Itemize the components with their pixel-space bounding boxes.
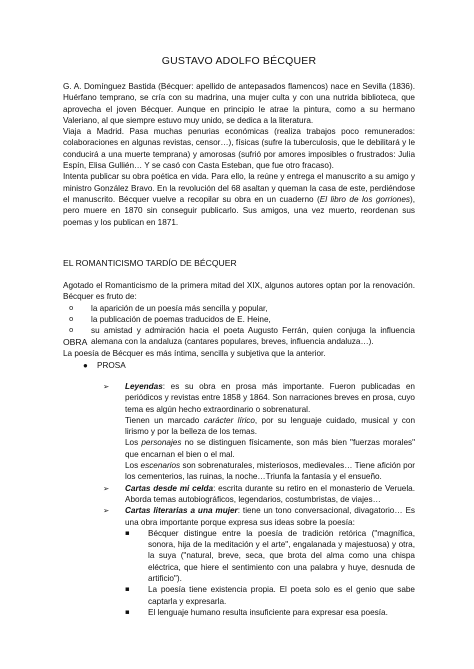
arrow-bullet-icon: ➢ bbox=[103, 382, 110, 391]
celda-text: : escrita durante su retiro en el monasterio de Veruela. Aborda temas autobiográficos, legendarios, costumbristas, de viajes… bbox=[125, 483, 415, 504]
square-bullet-icon: ▪ bbox=[125, 585, 130, 594]
leyendas-lirico bbox=[63, 415, 415, 438]
arrow-bullet-icon: ➢ bbox=[103, 506, 110, 516]
mujer-text: : tiene un tono conversacional, divagatorio… Es una obra importante porque expresa sus ideas sobre la poesía: bbox=[125, 506, 415, 527]
list-item-text: la publicación de poemas traducidos de E. Heine, bbox=[91, 314, 271, 324]
leyendas-escenarios bbox=[63, 460, 415, 483]
list-item bbox=[63, 607, 415, 618]
text-italic: carácter lírico bbox=[203, 415, 255, 425]
section-heading-romanticismo: EL ROMANTICISMO TARDÍO DE BÉCQUER bbox=[63, 258, 237, 268]
square-bullet-icon: ▪ bbox=[125, 607, 130, 616]
text: Los bbox=[125, 438, 142, 448]
list-item-text: La poesía tiene existencia propia. El poeta solo es el genio que sabe captarla y expresarla. bbox=[148, 585, 415, 606]
text: , por su lenguaje cuidado, musical y con lirismo y por la belleza de los temas. bbox=[125, 415, 415, 437]
bullet-icon: ● bbox=[83, 361, 88, 370]
romanticismo-outro: La poesía de Bécquer es más íntima, sencilla y subjetiva que la anterior. bbox=[63, 348, 326, 358]
mujer-item bbox=[63, 505, 415, 528]
square-bullet-icon: ▪ bbox=[125, 528, 130, 537]
text: Tienen un marcado bbox=[125, 415, 204, 425]
leyendas-label: Leyendas bbox=[125, 382, 163, 391]
circle-bullet-icon: o bbox=[69, 303, 74, 312]
arrow-bullet-icon: ➢ bbox=[103, 483, 110, 493]
circle-bullet-icon: o bbox=[69, 326, 74, 335]
prosa-heading bbox=[63, 360, 415, 371]
celda-label: Cartas desde mi celda bbox=[125, 483, 214, 493]
bio-p3-end: ), pero muere en 1870 sin conseguir publicarlo. Sus amigos, una vez muerto, reordenan sus poemas y los publican en 1871. bbox=[63, 194, 415, 227]
circle-bullet-icon: o bbox=[69, 314, 74, 323]
bio-paragraph-1: G. A. Domínguez Bastida (Bécquer: apellido de antepasados flamencos) nace en Sevilla (1836). Huérfano temprano, se cría con su madrina, una mujer culta y con una nutrida biblioteca, que aprovecha el joven Bécquer. Aunque en principio le atrae la pintura, como a su hermano Valeriano, al que siempre estuvo muy unido, se dedica a la literatura. bbox=[63, 82, 415, 125]
list-item-text: Bécquer distingue entre la poesía de tradición retórica ("magnífica, sonora, hija de la meditación y el arte", engalanada y majestuosa) y otra, la suya ("natural, breve, seca, que brota del alma como una chispa eléctrica, que hiere el sentimiento con una palabra y huye, desnuda de artificio"). bbox=[148, 528, 415, 584]
bio-paragraph-2: Viaja a Madrid. Pasa muchas penurias económicas (realiza trabajos poco remunerados: colaboraciones en algunas revistas, censor…), físicas (sufre la tuberculosis, que le debilitará y le conducirá a una muerte temprana) y amorosas (sufrió por amores imposibles o frustrados: Julia Espín, Elisa Gullién… Y se casó con Casta Esteban, que fue otro fracaso). bbox=[63, 127, 415, 171]
romanticismo-intro: Agotado el Romanticismo de la primera mitad del XIX, algunos autores optan por la renovación. Bécquer es fruto de: bbox=[63, 281, 415, 302]
bio-p3-book-title: El libro de los gorriones bbox=[319, 194, 410, 204]
list-item-text: su amistad y admiración hacia el poeta Augusto Ferrán, quien conjuga la influencia alemana con la andaluza (cantares populares, breves, influencia andaluza…). bbox=[91, 326, 415, 347]
bio-p3-text: Intenta publicar su obra poética en vida. Para ello, la reúne y entrega el manuscrito a su amigo y ministro González Bravo. En la revolución del 68 asaltan y queman la casa de este, perdiéndose el manuscrito. Bécquer vuelve a recopilar su obra en un cuaderno ( bbox=[63, 172, 415, 204]
list-item-text: la aparición de un poesía más sencilla y popular, bbox=[91, 303, 268, 313]
list-item bbox=[63, 584, 415, 607]
list-item bbox=[63, 528, 415, 584]
mujer-label: Cartas literarias a una mujer bbox=[125, 506, 238, 516]
section-heading-obra: OBRA bbox=[63, 337, 88, 347]
bio-paragraph-3 bbox=[63, 171, 415, 227]
text: Los bbox=[125, 461, 141, 471]
prosa-section bbox=[63, 381, 415, 618]
text-italic: escenarios bbox=[140, 461, 181, 471]
text: no se distinguen físicamente, son más bien "fuerzas morales" que encarnan el bien o el mal. bbox=[125, 438, 415, 459]
prosa-label: PROSA bbox=[97, 361, 126, 370]
text: son sobrenaturales, misteriosos, medievales… Tiene afición por los cementerios, las ruinas, la noche…Triunfa la fantasía y el ensueño. bbox=[125, 461, 415, 482]
text-italic: personajes bbox=[141, 438, 182, 448]
list-item-text: El lenguaje humano resulta insuficiente para expresar esa poesía. bbox=[148, 607, 388, 617]
celda-item bbox=[63, 483, 415, 506]
list-item bbox=[63, 314, 415, 325]
list-item bbox=[63, 303, 415, 314]
page-title: GUSTAVO ADOLFO BÉCQUER bbox=[161, 55, 317, 67]
biography-section bbox=[63, 81, 415, 228]
leyendas-text: : es su obra en prosa más importante. Fueron publicadas en periódicos y revistas entre 1858 y 1864. Son narraciones breves en prosa, cuyo tema es algún hecho extraordinario o sobrenatural. bbox=[125, 382, 415, 414]
leyendas-item bbox=[63, 381, 415, 415]
leyendas-personajes bbox=[63, 437, 415, 460]
